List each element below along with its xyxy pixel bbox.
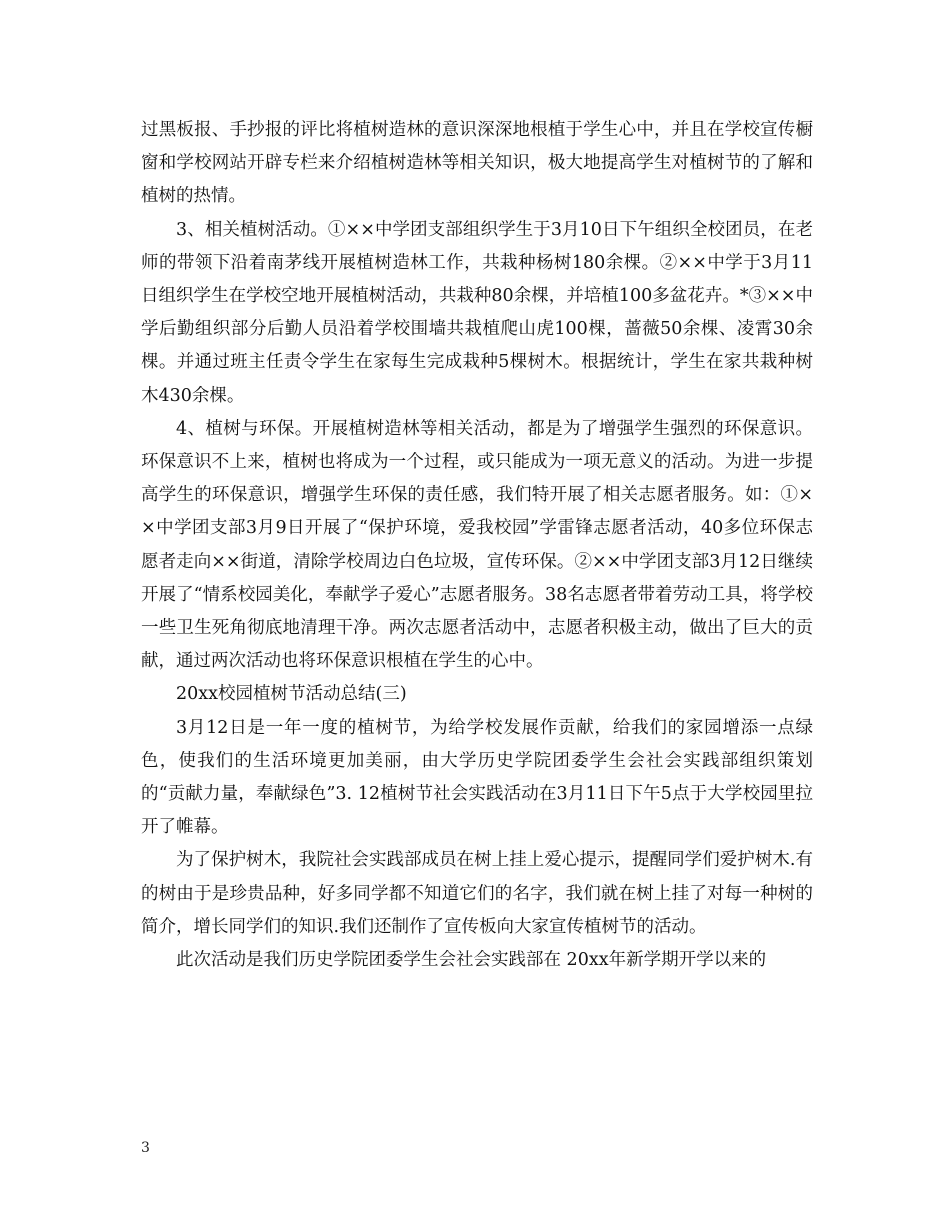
page-number: 3: [141, 1140, 150, 1156]
paragraph-arbor-day-intro: 3月12日是一年一度的植树节，为给学校发展作贡献，给我们的家园增添一点绿色，使我们的生活环境更加美丽，由大学历史学院团委学生会社会实践部组织策划的“贡献力量，奉献绿色”3. 12植树节社会实践活动在3月11日下午5点于大学校园里拉开了帷幕。: [141, 717, 813, 838]
paragraph-activity-summary: 此次活动是我们历史学院团委学生会社会实践部在 20xx年新学期开学以来的: [176, 950, 767, 971]
section-heading: 20xx校园植树节活动总结(三): [176, 684, 407, 705]
paragraph-planting-and-environment: 4、植树与环保。开展植树造林等相关活动，都是为了增强学生强烈的环保意识。环保意识不上来，植树也将成为一个过程，或只能成为一项无意义的活动。为进一步提高学生的环保意识，增强学生环保的责任感，我们特开展了相关志愿者服务。如：①××中学团支部3月9日开展了“保护环境，爱我校园”学雷锋志愿者活动，40多位环保志愿者走向××街道，清除学校周边白色垃圾，宣传环保。②××中学团支部3月12日继续开展了“情系校园美化，奉献学子爱心”志愿者服务。38名志愿者带着劳动工具，将学校一些卫生死角彻底地清理干净。两次志愿者活动中，志愿者积极主动，做出了巨大的贡献，通过两次活动也将环保意识根植在学生的心中。: [141, 418, 813, 672]
paragraph-tree-planting-activities: 3、相关植树活动。①××中学团支部组织学生于3月10日下午组织全校团员，在老师的带领下沿着南茅线开展植树造林工作，共栽种杨树180余棵。②××中学于3月11日组织学生在学校空地开展植树活动，共栽种80余棵，并培植100多盆花卉。*③××中学后勤组织部分后勤人员沿着学校围墙共栽植爬山虎100棵，蔷薇50余棵、凌霄30余棵。并通过班主任责令学生在家每生完成栽种5棵树木。根据统计，学生在家共栽种树木430余棵。: [141, 219, 813, 406]
document-body: [141, 114, 813, 977]
paragraph-protect-trees: 为了保护树木，我院社会实践部成员在树上挂上爱心提示，提醒同学们爱护树木.有的树由于是珍贵品种，好多同学都不知道它们的名字，我们就在树上挂了对每一种树的简介，增长同学们的知识.我们还制作了宣传板向大家宣传植树节的活动。: [141, 850, 813, 937]
paragraph-continuation: 过黑板报、手抄报的评比将植树造林的意识深深地根植于学生心中，并且在学校宣传橱窗和学校网站开辟专栏来介绍植树造林等相关知识，极大地提高学生对植树节的了解和植树的热情。: [141, 120, 813, 207]
